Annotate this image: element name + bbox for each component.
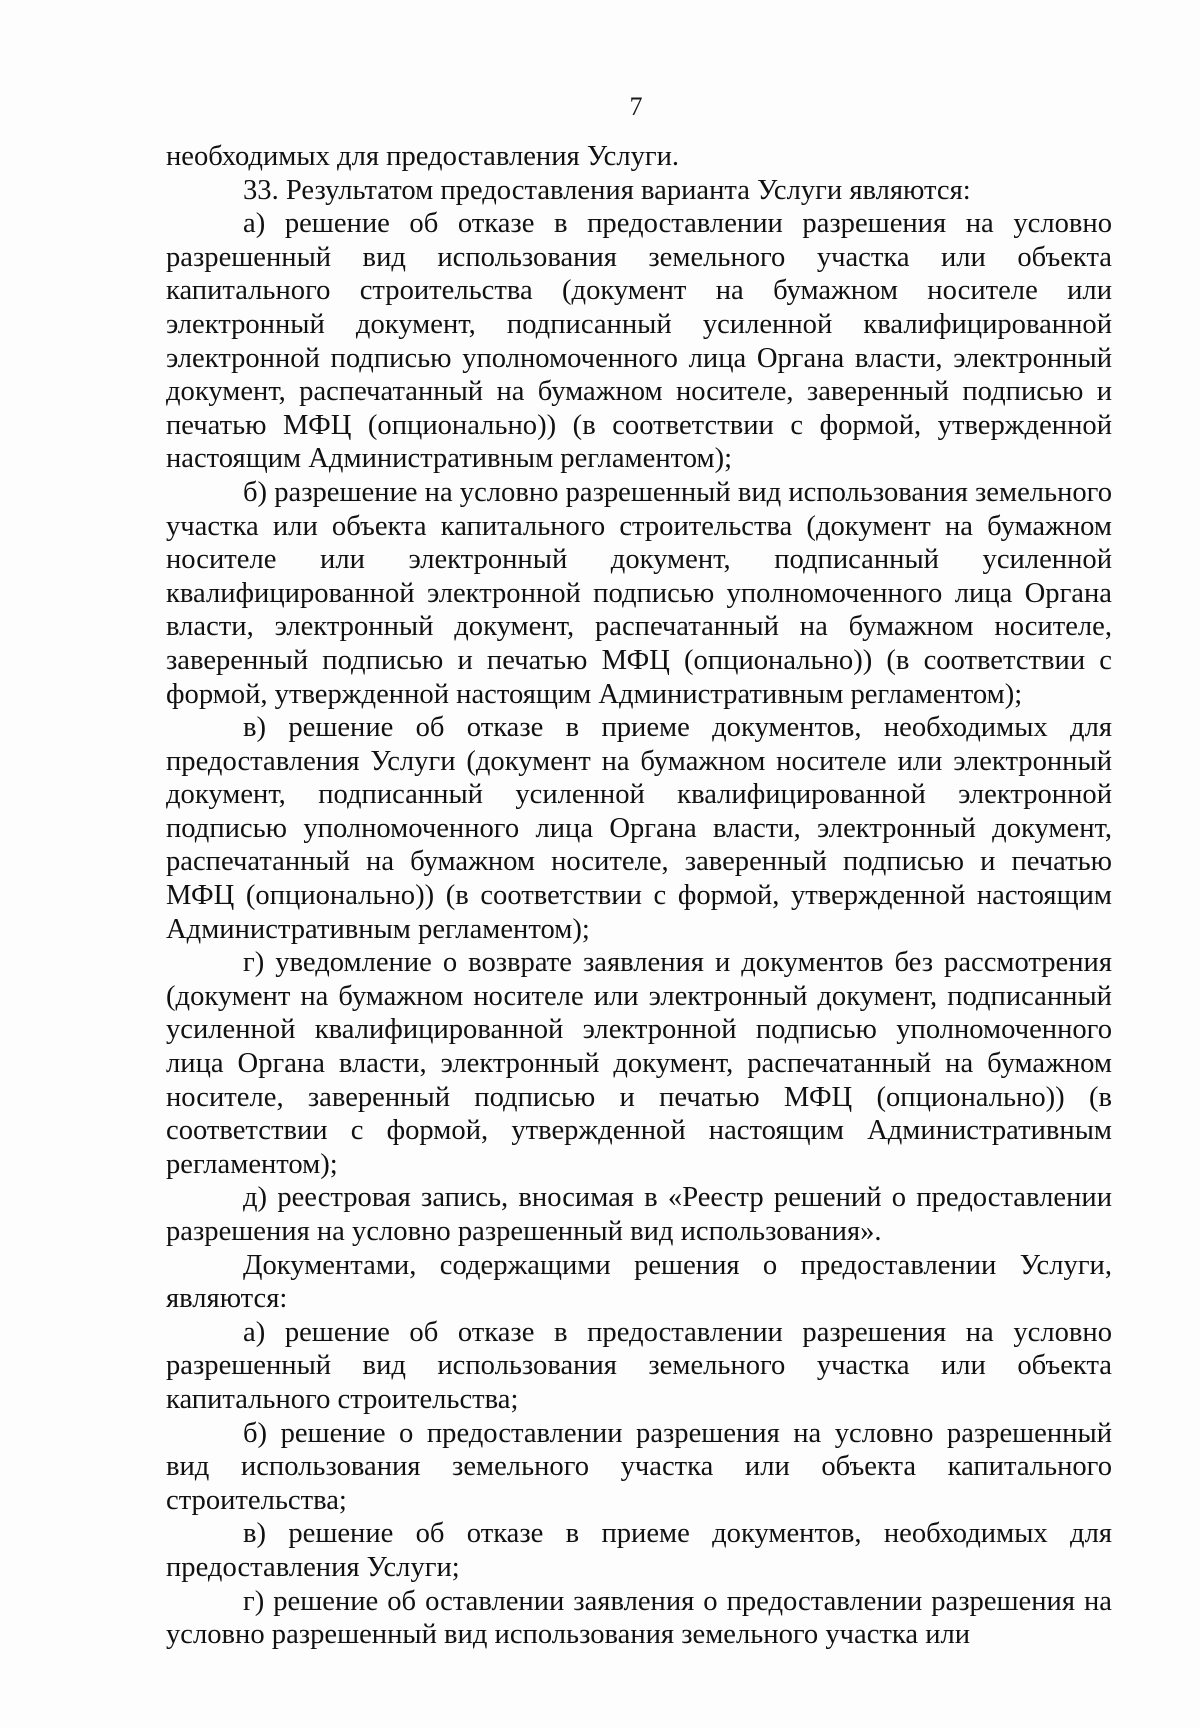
paragraph-document-b: б) решение о предоставлении разрешения на условно разрешенный вид использования земельного участка или объекта капитального строительства; [166,1417,1112,1516]
paragraph-result-d: д) реестровая запись, вносимая в «Реестр решений о предоставлении разрешения на условно разрешенный вид использования». [166,1182,1112,1247]
paragraph-result-b: б) разрешение на условно разрешенный вид использования земельного участка или объекта капитального строительства (документ на бумажном носителе или электронный документ, подписанный усиленной квалифицированной электронной подписью уполномоченного лица Органа власти, электронный документ, распечатанный на бумажном носителе, заверенный подписью и печатью МФЦ (опционально)) (в соответствии с формой, утвержденной настоящим Административным регламентом); [166,476,1112,710]
paragraph-continuation: необходимых для предоставления Услуги. [166,141,680,172]
paragraph-documents-intro: Документами, содержащими решения о предоставлении Услуги, являются: [166,1249,1112,1315]
document-body [166,140,1112,1652]
paragraph-item-33: 33. Результатом предоставления варианта Услуги являются: [243,174,971,206]
paragraph-result-a: а) решение об отказе в предоставлении разрешения на условно разрешенный вид использования земельного участка или объекта капитального строительства (документ на бумажном носителе или электронный документ, подписанный усиленной квалифицированной электронной подписью уполномоченного лица Органа власти, электронный документ, распечатанный на бумажном носителе, заверенный подписью и печатью МФЦ (опционально)) (в соответствии с формой, утвержденной настоящим Административным регламентом); [166,208,1112,475]
paragraph-document-g: г) решение об оставлении заявления о предоставлении разрешения на условно разрешенный вид использования земельного участка или [166,1585,1112,1651]
paragraph-document-a: а) решение об отказе в предоставлении разрешения на условно разрешенный вид использования земельного участка или объекта капитального строительства; [166,1316,1112,1415]
paragraph-result-v: в) решение об отказе в приеме документов, необходимых для предоставления Услуги (документ на бумажном носителе или электронный документ, подписанный усиленной квалифицированной электронной подписью уполномоченного лица Органа власти, электронный документ, распечатанный на бумажном носителе, заверенный подписью и печатью МФЦ (опционально)) (в соответствии с формой, утвержденной настоящим Административным регламентом); [166,712,1112,945]
page-number: 7 [629,92,643,121]
paragraph-result-g: г) уведомление о возврате заявления и документов без рассмотрения (документ на бумажном носителе или электронный документ, подписанный усиленной квалифицированной электронной подписью уполномоченного лица Органа власти, электронный документ, распечатанный на бумажном носителе, заверенный подписью и печатью МФЦ (опционально)) (в соответствии с формой, утвержденной настоящим Административным регламентом); [166,947,1112,1180]
paragraph-document-v: в) решение об отказе в приеме документов, необходимых для предоставления Услуги; [166,1518,1112,1583]
